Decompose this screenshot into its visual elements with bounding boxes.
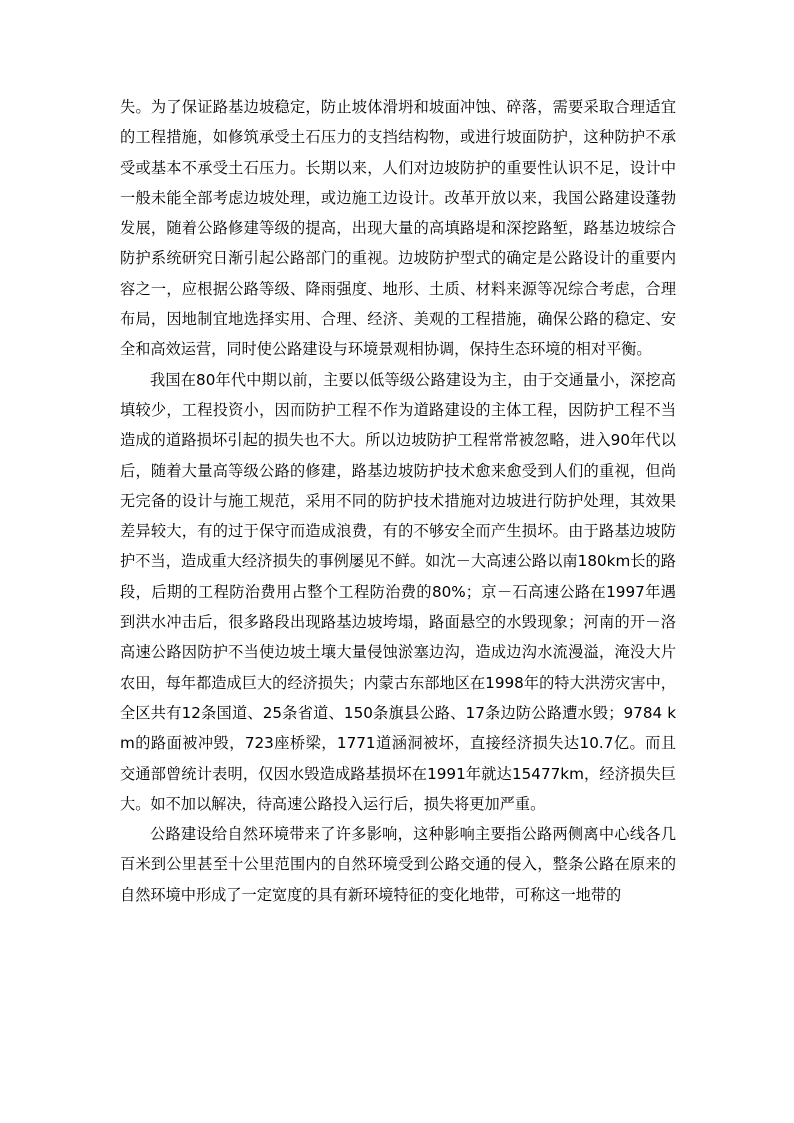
document-page (120, 92, 676, 910)
paragraph-environment: 公路建设给自然环境带来了许多影响，这种影响主要指公路两侧离中心线各几百米到公里甚至十公里范围内的自然环境受到公路交通的侵入，整条公路在原来的自然环境中形成了一定宽度的具有新环境特征的变化地带，可称这一地带的 (120, 825, 676, 904)
paragraph-history: 我国在80年代中期以前，主要以低等级公路建设为主，由于交通量小，深挖高填较少，工程投资小，因而防护工程不作为道路建设的主体工程，因防护工程不当造成的道路损坏引起的损失也不大。所以边坡防护工程常常被忽略，进入90年代以后，随着大量高等级公路的修建，路基边坡防护技术愈来愈受到人们的重视，但尚无完备的设计与施工规范，采用不同的防护技术措施对边坡进行防护处理，其效果差异较大，有的过于保守而造成浪费，有的不够安全而产生损坏。由于路基边坡防护不当，造成重大经济损失的事例屡见不鲜。如沈－大高速公路以南180km长的路段，后期的工程防治费用占整个工程防治费的80%；京－石高速公路在1997年遇到洪水冲击后，很多路段出现路基边坡垮塌，路面悬空的水毁现象；河南的开－洛高速公路因防护不当使边坡土壤大量侵蚀淤塞边沟，造成边沟水流漫溢，淹没大片农田，每年都造成巨大的经济损失；内蒙古东部地区在1998年的特大洪涝灾害中，全区共有12条国道、25条省道、150条旗县公路、17条边防公路遭水毁；9784 km的路面被冲毁，723座桥梁，1771道涵洞被坏，直接经济损失达10.7亿。而且交通部曾统计表明，仅因水毁造成路基损坏在1991年就达15477km，经济损失巨大。如不加以解决，待高速公路投入运行后，损失将更加严重。 (120, 370, 676, 813)
paragraph-continuation: 失。为了保证路基边坡稳定，防止坡体滑坍和坡面冲蚀、碎落，需要采取合理适宜的工程措施，如修筑承受土石压力的支挡结构物，或进行坡面防护，这种防护不承受或基本不承受土石压力。长期以来，人们对边坡防护的重要性认识不足，设计中一般未能全部考虑边坡处理，或边施工边设计。改革开放以来，我国公路建设蓬勃发展，随着公路修建等级的提高，出现大量的高填路堤和深挖路堑，路基边坡综合防护系统研究日渐引起公路部门的重视。边坡防护型式的确定是公路设计的重要内容之一，应根据公路等级、降雨强度、地形、土质、材料来源等况综合考虑，合理布局，因地制宜地选择实用、合理、经济、美观的工程措施，确保公路的稳定、安全和高效运营，同时使公路建设与环境景观相协调，保持生态环境的相对平衡。 (120, 98, 676, 359)
